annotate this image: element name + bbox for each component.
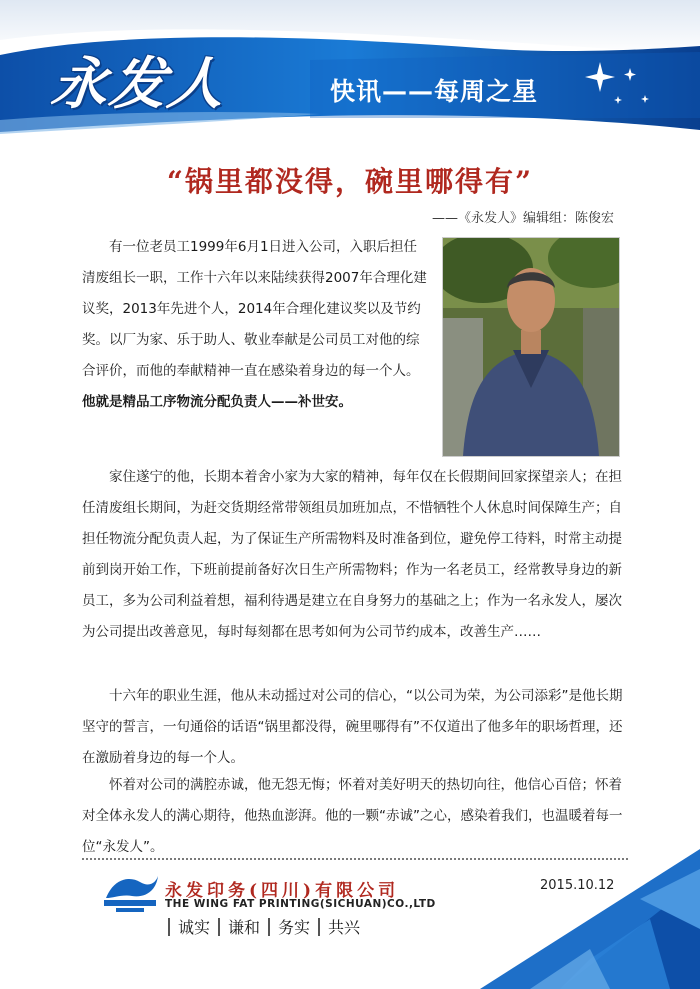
company-name-en: THE WING FAT PRINTING(SICHUAN)CO.,LTD bbox=[165, 898, 436, 910]
value-separator bbox=[218, 918, 220, 936]
paragraph-1-text: 有一位老员工1999年6月1日进入公司，入职后担任清废组长一职，工作十六年以来陆续获得2007年合理化建议奖，2013年先进个人，2014年合理化建议奖以及节约奖。以厂为家、乐于助人、敬业奉献是公司员工对他的综合评价，而他的奉献精神一直在感染着身边的每一个人。 bbox=[82, 239, 427, 379]
company-name-cn: 永发印务(四川)有限公司 bbox=[165, 881, 400, 901]
employee-photo bbox=[442, 237, 620, 457]
header-banner bbox=[0, 0, 700, 140]
company-values bbox=[160, 915, 360, 938]
value-item: 诚实 bbox=[178, 918, 211, 937]
value-separator bbox=[318, 918, 320, 936]
paragraph-2 bbox=[82, 462, 624, 648]
paragraph-1-highlight: 他就是精品工序物流分配负责人——补世安。 bbox=[82, 394, 352, 410]
brand-logo-text: 永发人 bbox=[48, 52, 229, 117]
article-byline: ——《永发人》编辑组：陈俊宏 bbox=[431, 211, 614, 226]
section-title: 快讯——每周之星 bbox=[330, 77, 539, 106]
value-item: 务实 bbox=[278, 918, 311, 937]
publish-date: 2015.10.12 bbox=[540, 878, 615, 893]
company-logo-icon bbox=[100, 868, 160, 914]
article-headline: “锅里都没得，碗里哪得有” bbox=[166, 165, 534, 198]
value-separator bbox=[268, 918, 270, 936]
paragraph-4-text: 怀着对公司的满腔赤诚，他无怨无悔；怀着对美好明天的热切向往，他信心百倍；怀着对全体永发人的满心期待，他热血澎湃。他的一颗“赤诚”之心，感染着我们，也温暖着每一位“永发人”。 bbox=[82, 777, 623, 855]
paragraph-3-text: 十六年的职业生涯，他从未动摇过对公司的信心，“以公司为荣，为公司添彩”是他长期坚守的誓言，一句通俗的话语“锅里都没得，碗里哪得有”不仅道出了他多年的职场哲理，还在激励着身边的每一个人。 bbox=[82, 688, 623, 766]
paragraph-3 bbox=[82, 681, 624, 774]
value-separator bbox=[168, 918, 170, 936]
paragraph-1 bbox=[82, 232, 428, 418]
value-item: 共兴 bbox=[328, 918, 361, 937]
value-item: 谦和 bbox=[228, 918, 261, 937]
paragraph-2-text: 家住遂宁的他，长期本着舍小家为大家的精神，每年仅在长假期间回家探望亲人；在担任清废组长期间，为赶交货期经常带领组员加班加点，不惜牺牲个人休息时间保障生产；自担任物流分配负责人起，为了保证生产所需物料及时准备到位，避免停工待料，时常主动提前到岗开始工作，下班前提前备好次日生产所需物料；作为一名老员工，经常教导身边的新员工，多为公司利益着想，福利待遇是建立在自身努力的基础之上；作为一名永发人，屡次为公司提出改善意见，每时每刻都在思考如何为公司节约成本，改善生产…… bbox=[82, 469, 622, 640]
corner-decoration bbox=[440, 839, 700, 989]
